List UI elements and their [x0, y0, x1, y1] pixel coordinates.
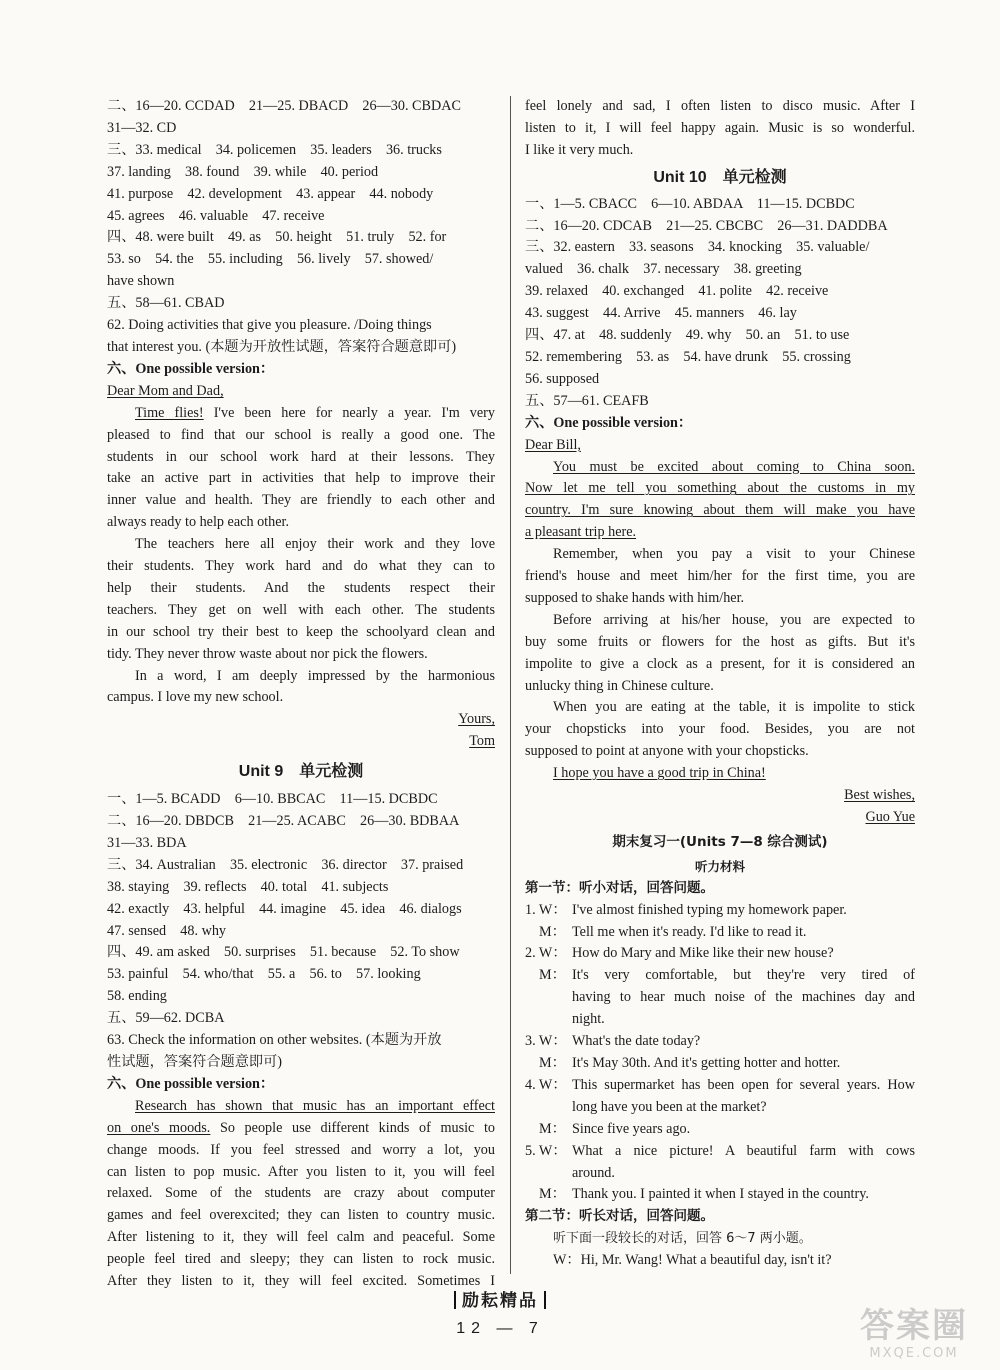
- letter2-line: You must be excited about coming to China soon.: [553, 458, 915, 475]
- dialog-line: having to hear much noise of the machines day and: [572, 989, 915, 1006]
- review-subtitle: 听力材料: [694, 858, 745, 874]
- dialog-line: 3. W： What's the date today?: [525, 1031, 915, 1053]
- letter-body: [107, 403, 495, 710]
- answer-line: 性试题，答案符合题意即可): [107, 1053, 282, 1070]
- left-column: [107, 96, 495, 1293]
- letter2-line: friend's house and meet him/her for the first time, you are: [525, 568, 915, 585]
- essay-line: listen to it, I will feel happy again. Music is so wonderful.: [525, 119, 915, 136]
- essay-line: relaxed. Some of the students are crazy about computer: [107, 1185, 495, 1202]
- answer-line: 37. landing 38. found 39. while 40. period: [107, 163, 379, 180]
- letter-greeting: Dear Mom and Dad,: [107, 382, 224, 399]
- essay-line: people feel tired and sleepy; they can listen to rock music.: [107, 1251, 495, 1268]
- answer-line: 47. sensed 48. why: [107, 922, 227, 939]
- page-number: 12 — 7: [456, 1320, 544, 1337]
- letter-line: take an active part in activities that help to improve their: [107, 470, 495, 487]
- answer-line: 63. Check the information on other websites. (本题为开放: [107, 1032, 442, 1049]
- letter2-line: supposed to shake hands with him/her.: [525, 589, 745, 606]
- answer-line: 一、1—5. CBACC 6—10. ABDAA 11—15. DCBDC: [525, 195, 855, 212]
- essay-line: I like it very much.: [525, 141, 634, 158]
- answer-line: 58. ending: [107, 988, 167, 1005]
- letter2-line: Before arriving at his/her house, you are expected to: [553, 611, 915, 628]
- review-title: 期末复习一(Units 7—8 综合测试): [612, 833, 828, 850]
- answer-line: 62. Doing activities that give you pleasure. /Doing things: [107, 317, 432, 334]
- letter-line: their students. They work hard and do what they can to: [107, 558, 495, 575]
- answer-line: 三、32. eastern 33. seasons 34. knocking 35. valuable/: [525, 239, 870, 256]
- unit8-answers: [107, 96, 495, 359]
- watermark-text: 答案圈: [860, 1306, 968, 1346]
- unit10-answers: [525, 194, 915, 413]
- answer-line: 31—32. CD: [107, 119, 177, 136]
- essay-continuation: [525, 96, 915, 162]
- answer-line: that interest you. (本题为开放性试题，答案符合题意即可): [107, 338, 457, 355]
- section1-heading: 第一节：听小对话，回答问题。: [525, 879, 714, 896]
- answer-line: 43. suggest 44. Arrive 45. manners 46. lay: [525, 305, 797, 322]
- dialog-line: M： Thank you. I painted it when I stayed in the country.: [525, 1184, 915, 1206]
- letter-line: Time flies! I've been here for nearly a year. I'm very: [135, 404, 495, 421]
- column-divider: [510, 96, 511, 1274]
- brand-name: 励耘精品: [462, 1291, 538, 1311]
- letter-signature: Tom: [469, 733, 495, 750]
- letter2-line: Remember, when you pay a visit to your Chinese: [553, 546, 915, 563]
- answer-line: 52. remembering 53. as 54. have drunk 55. crossing: [525, 348, 851, 365]
- speaker-label: M：: [539, 1186, 566, 1203]
- letter2-line: buy some fruits or flowers for the host as gifts. But it's: [525, 633, 915, 650]
- unit9-essay: [107, 1140, 495, 1293]
- letter-line: In a word, I am deeply impressed by the harmonious: [135, 667, 495, 684]
- essay-line: Research has shown that music has an important effect: [135, 1097, 495, 1114]
- letter-line: The teachers here all enjoy their work and they love: [135, 536, 495, 553]
- letter-line: campus. I love my new school.: [107, 689, 284, 706]
- answer-line: 41. purpose 42. development 43. appear 44. nobody: [107, 185, 434, 202]
- speaker-label: M：: [539, 967, 566, 984]
- dialog-line: M： It's May 30th. And it's getting hotter and hotter.: [525, 1053, 915, 1075]
- speaker-label: 3. W：: [525, 1033, 567, 1050]
- letter2-line: your chopsticks into your food. Besides, you are not: [525, 721, 915, 738]
- watermark-url: MXQE.COM: [869, 1346, 959, 1361]
- dialog-line: 2. W： How do Mary and Mike like their new house?: [525, 943, 915, 965]
- dialog-line: long have you been at the market?: [572, 1098, 767, 1115]
- essay-line: on one's moods. So people use different kinds of music to: [107, 1119, 495, 1136]
- unit10-title: Unit 10 单元检测: [653, 168, 787, 186]
- letter-line: inner value and health. They are friendly to each other and: [107, 492, 495, 509]
- essay-line: After listening to it, they will feel calm and peaceful. Some: [107, 1229, 495, 1246]
- answer-line: 五、58—61. CBAD: [107, 295, 225, 312]
- section2-heading: 第二节：听长对话，回答问题。: [525, 1208, 714, 1225]
- letter2-line: unlucky thing in Chinese culture.: [525, 677, 714, 694]
- unit9-answers: [107, 789, 495, 1074]
- letter-line: teachers. They get on well with each other. The students: [107, 601, 495, 618]
- unit10-version-label: 六、One possible version：: [525, 414, 693, 431]
- letter2-greeting: Dear Bill,: [525, 436, 581, 453]
- answer-line: 三、33. medical 34. policemen 35. leaders 36. trucks: [107, 141, 442, 158]
- letter2-signature: Guo Yue: [865, 809, 915, 825]
- answer-line: 四、49. am asked 50. surprises 51. because 52. To show: [107, 944, 460, 961]
- dialog-line: 5. W： What a nice picture! A beautiful farm with cows: [525, 1141, 915, 1163]
- dialog-line: W：Hi, Mr. Wang! What a beautiful day, isn't it?: [553, 1252, 832, 1269]
- letter2-line: Now let me tell you something about the customs in my: [525, 480, 915, 497]
- letter2-closing: Best wishes,: [844, 787, 915, 804]
- letter-line: tidy. They never throw waste about nor pick the flowers.: [107, 645, 428, 662]
- essay-line: games and feel overexcited; they can listen to country music.: [107, 1207, 495, 1224]
- dialog-list: [525, 900, 915, 1207]
- dialog-line: night.: [572, 1011, 605, 1028]
- letter2-line: a pleasant trip here.: [525, 524, 637, 541]
- answer-line: have shown: [107, 273, 175, 290]
- answer-line: 39. relaxed 40. exchanged 41. polite 42. receive: [525, 283, 829, 300]
- answer-line: 四、48. were built 49. as 50. height 51. truly 52. for: [107, 229, 447, 246]
- letter-line: help their students. And the students respect their: [107, 579, 495, 596]
- answer-line: 42. exactly 43. helpful 44. imagine 45. idea 46. dialogs: [107, 900, 462, 917]
- answer-line: 45. agrees 46. valuable 47. receive: [107, 207, 325, 224]
- letter-line: pleased to find that our school is really a good one. The: [107, 426, 495, 443]
- dialog-line: 4. W： This supermarket has been open for several years. How: [525, 1075, 915, 1097]
- answer-line: 56. supposed: [525, 370, 600, 387]
- letter-closing: Yours,: [458, 711, 495, 728]
- answer-line: 31—33. BDA: [107, 834, 187, 851]
- speaker-label: 4. W：: [525, 1076, 567, 1093]
- speaker-label: M：: [539, 1054, 566, 1071]
- letter2-body: [525, 457, 915, 786]
- dialog-line: M： Tell me when it's ready. I'd like to read it.: [525, 922, 915, 944]
- answer-line: 五、59—62. DCBA: [107, 1010, 225, 1027]
- dialog-line: 1. W： I've almost finished typing my homework paper.: [525, 900, 915, 922]
- speaker-label: 2. W：: [525, 945, 567, 962]
- answer-line: 二、16—20. CDCAB 21—25. CBCBC 26—31. DADDBA: [525, 217, 888, 234]
- watermark: [834, 1306, 994, 1366]
- letter2-line: supposed to point at anyone with your chopsticks.: [525, 743, 809, 760]
- unit9-version-label: 六、One possible version：: [107, 1075, 275, 1092]
- answer-line: 53. painful 54. who/that 55. a 56. to 57. looking: [107, 966, 421, 983]
- essay-line: can listen to pop music. After you listen to it, you will feel: [107, 1163, 495, 1180]
- essay-line: change moods. If you feel stressed and worry a lot, you: [107, 1141, 495, 1158]
- answer-line: 38. staying 39. reflects 40. total 41. subjects: [107, 878, 389, 895]
- answer-line: 二、16—20. CCDAD 21—25. DBACD 26—30. CBDAC: [107, 98, 461, 114]
- version-label: 六、One possible version：: [107, 360, 275, 377]
- letter-line: in our school try their best to keep the schoolyard clean and: [107, 623, 495, 640]
- answer-line: 四、47. at 48. suddenly 49. why 50. an 51. to use: [525, 327, 850, 344]
- unit9-title: Unit 9 单元检测: [238, 763, 364, 781]
- answer-line: 一、1—5. BCADD 6—10. BBCAC 11—15. DCBDC: [107, 791, 438, 808]
- letter2-line: I hope you have a good trip in China!: [553, 765, 766, 782]
- essay-line: After they listen to it, they will feel excited. Sometimes I: [107, 1273, 495, 1290]
- speaker-label: M：: [539, 1120, 566, 1137]
- essay-line: feel lonely and sad, I often listen to disco music. After I: [525, 98, 915, 114]
- dialog-line: M： Since five years ago.: [525, 1119, 915, 1141]
- letter2-line: impolite to give a clock as a present, for it is considered an: [525, 655, 915, 672]
- answer-line: 二、16—20. DBDCB 21—25. ACABC 26—30. BDBAA: [107, 813, 460, 829]
- speaker-label: 5. W：: [525, 1142, 567, 1159]
- dialog-line: around.: [572, 1164, 615, 1181]
- answer-line: 三、34. Australian 35. electronic 36. director 37. praised: [107, 856, 464, 873]
- speaker-label: 1. W：: [525, 901, 567, 918]
- letter-line: students in our school work hard at their lessons. They: [107, 448, 495, 465]
- answer-line: valued 36. chalk 37. necessary 38. greeting: [525, 261, 802, 278]
- speaker-label: M：: [539, 923, 566, 940]
- right-column: [525, 96, 915, 1272]
- letter-line: always ready to help each other.: [107, 514, 289, 531]
- letter2-line: When you are eating at the table, it is impolite to stick: [553, 699, 915, 716]
- answer-line: 53. so 54. the 55. including 56. lively 57. showed/: [107, 251, 434, 268]
- answer-line: 五、57—61. CEAFB: [525, 392, 649, 409]
- section2-intro: 听下面一段较长的对话，回答 6～7 两小题。: [553, 1231, 812, 1247]
- dialog-line: M： It's very comfortable, but they're very tired of: [525, 965, 915, 987]
- letter2-line: country. I'm sure knowing about them will make you have: [525, 502, 915, 519]
